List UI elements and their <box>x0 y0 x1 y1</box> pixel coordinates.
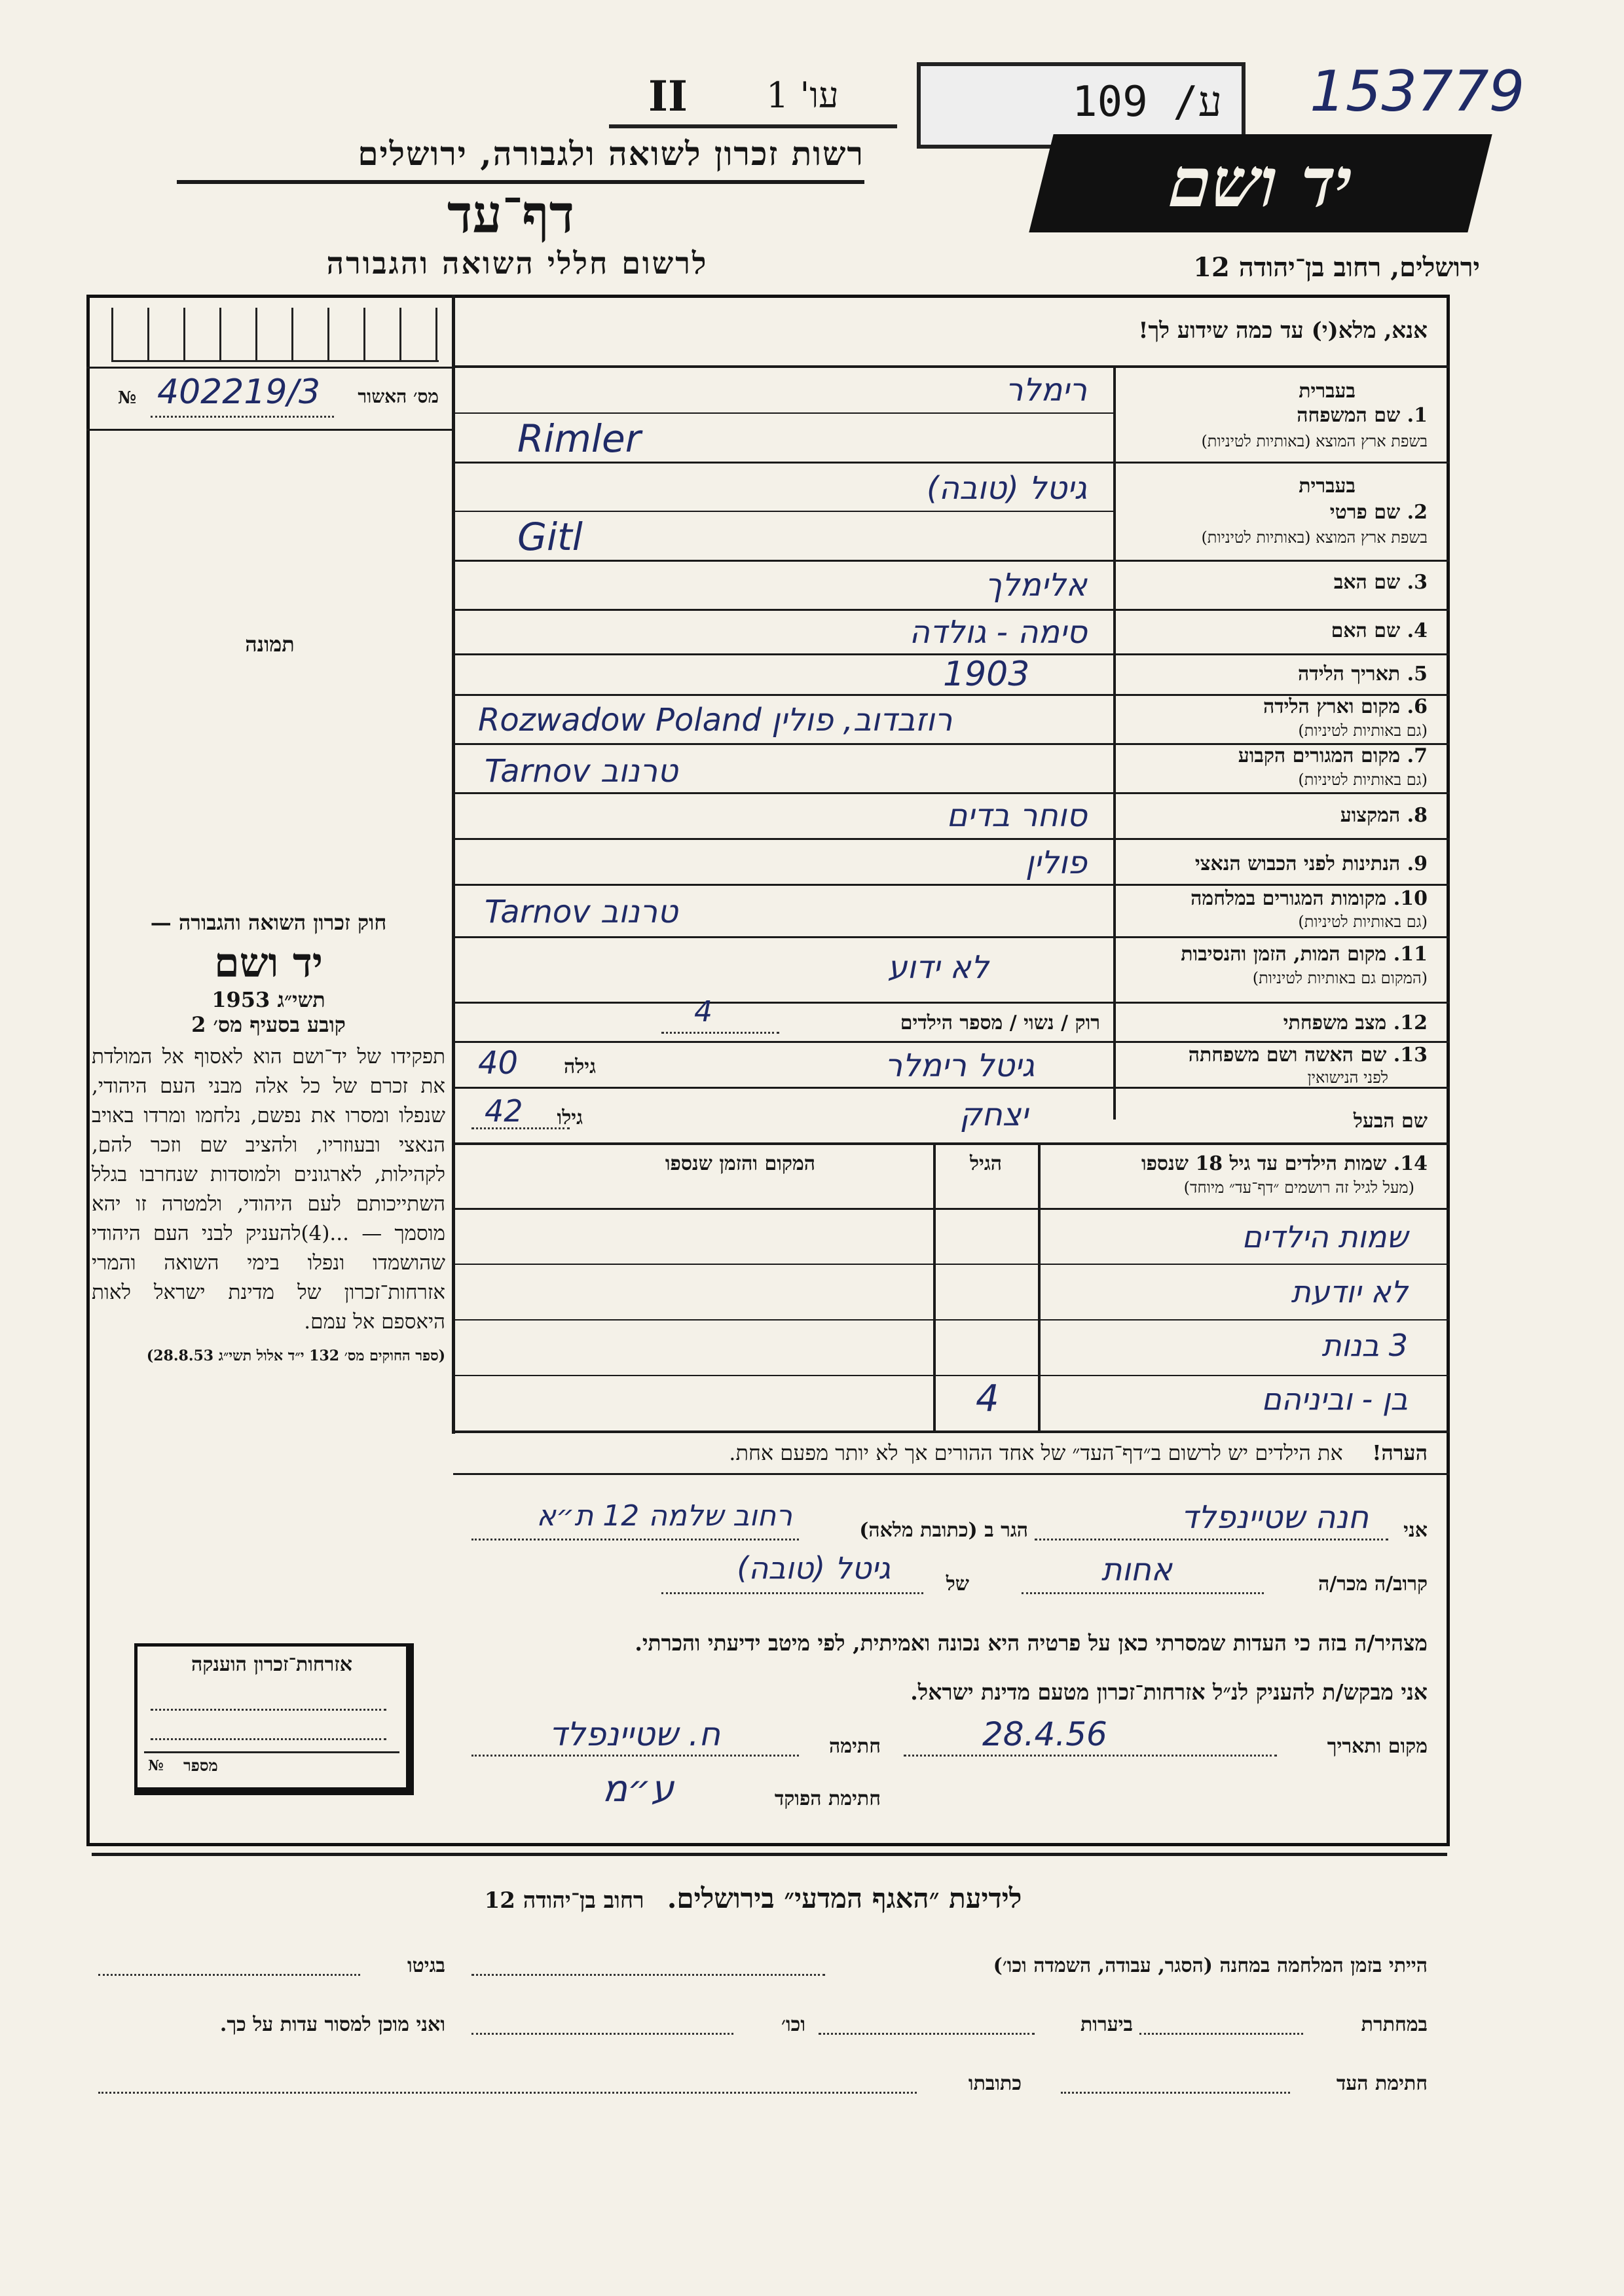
org-name: רשות זכרון לשואה ולגבורה, ירושלים <box>358 134 864 173</box>
field-3-label: 3. שם האב <box>1333 571 1428 594</box>
field-2-label: 2. שם פרטי <box>1329 501 1428 524</box>
stamp-box-text: 109 /ע <box>1072 78 1222 126</box>
field-11-value: לא ידוע <box>887 949 989 986</box>
field-8-label: 8. המקצוע <box>1340 804 1428 827</box>
bottom-line1-dots-b <box>98 1974 360 1976</box>
field-10-value: Tarnov טרנוב <box>485 894 678 930</box>
note-line: הערה! את הילדים יש לרשום ב״דף־העד״ של אחד ההורים אך לא יותר מפעם אחת. <box>729 1440 1428 1465</box>
tick-marks <box>111 308 439 362</box>
bottom-line3-dots-b <box>98 2092 917 2094</box>
approval-divider <box>86 367 453 369</box>
field-1-hebrew-value: רימלר <box>1005 372 1087 409</box>
husband-age-line <box>471 1127 570 1129</box>
children-sub: (מעל לגיל זה רושמים ״דף־עד״ מיוחד) <box>1183 1178 1414 1197</box>
field-9-label: 9. הנתינות לפני הכבוש הנאצי <box>1194 852 1428 875</box>
relative-label: קרוב/ה מכר/ה <box>1318 1573 1428 1595</box>
children-count-line <box>661 1032 779 1034</box>
field-1-latin-value: Rimler <box>517 416 641 461</box>
approval-row <box>111 373 439 416</box>
spouse-age-label: גילה <box>563 1055 596 1078</box>
approval-no-mark: № <box>118 388 137 408</box>
field-4-value: סימה - גולדה <box>909 614 1087 651</box>
citizenship-line <box>151 1738 386 1740</box>
bottom-title-row <box>327 1882 1179 1915</box>
law-text: תפקידו של יד־ושם הוא לאסוף אל המולדת את זכרם של כל אלה מבני העם היהודי, שנפלו ומסרו את נפשם, נלחמו ומרדו באויב הנאצי ובעוזריו, ולהציב שם וזכר להם, לקהילות, לארגונים ולמוסדות שנחרבו בגלל השתייכותם לעם היהודי, ולמטרה זו יהא מוסמך — ...(4)להעניק לבני העם היהודי שהושמדו ונפלו בימי השואה והמרי אזרחות־זכרון של מדינת ישראל לאות היאספם אל עמם. <box>92 1045 445 1334</box>
bottom-line2-a: במחתרת <box>1361 2013 1428 2036</box>
law-name: יד ושם <box>213 939 323 987</box>
stamp-mid-text: עו' 1 <box>766 75 839 116</box>
approval-bottom <box>86 429 453 431</box>
bottom-line3-b: כתובתו <box>968 2072 1022 2095</box>
relation-value: אחות <box>1101 1552 1172 1588</box>
row-line <box>453 1142 1450 1145</box>
field-11-label: 11. מקום המות, הזמן והנסיבות <box>1181 943 1428 966</box>
spouse-age: 40 <box>478 1045 519 1082</box>
husband-age: 42 <box>485 1093 523 1129</box>
field-7-sub: (גם באותיות לטיניות) <box>1298 771 1428 789</box>
row-line <box>453 462 1450 464</box>
row-line <box>453 1002 1450 1004</box>
logo-text: יד ושם <box>1159 142 1363 223</box>
law-year: תשי״ג 1953 <box>212 987 325 1012</box>
table-row: בן - וביניהם <box>1261 1381 1408 1417</box>
field-2-hebrew-value: גיטל (טובה) <box>927 470 1087 507</box>
request-text: אני מבקש/ת להעניק לנ״ל אזרחות־זכרון מטעם מדינת ישראל. <box>910 1679 1428 1705</box>
note-underline <box>453 1473 1450 1475</box>
intro-text: אנא, מלא(י) עד כמה שידוע לך! <box>1138 318 1428 344</box>
bottom-line1-end: בגיטו <box>407 1954 445 1977</box>
row-line <box>453 560 1450 562</box>
field-6-label: 6. מקום וארץ הלידה <box>1263 695 1428 718</box>
law-clause: קובע בסעיף מס׳ 2 <box>191 1012 346 1037</box>
citizenship-line <box>151 1709 386 1711</box>
sign-line <box>471 1755 799 1757</box>
bottom-line1-dots <box>471 1974 825 1976</box>
approval-number: 402219/3 <box>157 373 321 412</box>
field-11-sub: (המקום גם באותיות לטיניות) <box>1252 969 1428 987</box>
children-bottom <box>453 1430 1450 1433</box>
field-2-tag: בעברית <box>1299 475 1356 498</box>
intro-divider <box>452 365 1450 368</box>
bottom-line1-start: הייתי בזמן המלחמה במחנה (הסגר, עבודה, השמדה וכו׳) <box>993 1954 1428 1977</box>
row-line <box>453 838 1450 840</box>
row-line <box>453 609 1450 611</box>
field-7-label: 7. מקום המגורים הקבוע <box>1238 744 1428 767</box>
bottom-line3-a: חתימת העד <box>1336 2072 1428 2095</box>
approval-line <box>151 416 334 418</box>
children-row-line <box>453 1375 1450 1376</box>
children-col-2 <box>1038 1142 1041 1430</box>
field-6-sub: (גם באותיות לטיניות) <box>1298 721 1428 740</box>
officer-label: חתימת הפוקד <box>774 1787 881 1810</box>
bottom-line2-end: ואני מוכן למסור עדות על כך. <box>219 2013 445 2036</box>
citizenship-box <box>134 1643 414 1795</box>
row-line <box>453 884 1450 886</box>
declarant-address-line <box>471 1539 799 1540</box>
declarant-lives-label: הגר ב (כתובת מלאה) <box>859 1519 1028 1542</box>
of-label: של <box>946 1573 969 1595</box>
officer-signature: ע״מ <box>602 1768 674 1810</box>
row-line <box>453 936 1450 938</box>
approval-label: מס׳ האשור <box>358 386 439 407</box>
field-13-label: 13. שם האשה ושם משפחתה <box>1188 1044 1428 1066</box>
table-row: שמות הילדים <box>1242 1219 1408 1254</box>
husband-label: שם הבעל <box>1353 1110 1428 1133</box>
declaration-text: מצהיר/ה בזה כי העדות שמסרתי כאן על פרטיה היא נכונה ואמיתית, לפי מיטב ידיעתי והכרתי. <box>635 1630 1428 1656</box>
field-5-value: 1903 <box>943 655 1030 694</box>
bottom-line2-dots-a <box>1139 2033 1303 2035</box>
field-5-label: 5. תאריך הלידה <box>1298 663 1428 685</box>
field-12-label: 12. מצב משפחתי <box>1283 1011 1428 1034</box>
field-9-value: פולין <box>1025 845 1087 881</box>
field-13-sub: לפני הנישואין <box>1307 1068 1388 1087</box>
law-ref: (ספר החוקים מס׳ 132 י״ד אלול תשי״ג 28.8.53) <box>146 1347 445 1364</box>
field-1-tag: בעברית <box>1299 380 1356 403</box>
sign-label: חתימה <box>829 1735 881 1758</box>
bottom-line2-dots-c <box>471 2033 733 2035</box>
row-line <box>453 412 1113 414</box>
file-stamp-left <box>609 72 897 128</box>
field-1-label: 1. שם המשפחה <box>1297 404 1428 427</box>
declarant-address: רחוב שלמה 12 ת״א <box>536 1499 792 1533</box>
bottom-line2-c: וכו׳ <box>781 2013 805 2036</box>
children-row-line <box>453 1264 1450 1265</box>
stamp-left-text: II <box>648 72 688 121</box>
of-name: גיטל (טובה) <box>737 1550 891 1586</box>
children-age-header: הגיל <box>969 1152 1002 1175</box>
logo <box>1029 134 1492 232</box>
field-8-value: סוחר בדים <box>946 797 1087 834</box>
place-date-label: מקום ותאריך <box>1327 1735 1428 1758</box>
field-10-label: 10. מקומות המגורים במלחמה <box>1190 887 1428 910</box>
bottom-line2-b: ביערות <box>1080 2013 1133 2036</box>
children-col-1 <box>933 1142 936 1430</box>
children-place-header: המקום והזמן שנספו <box>665 1152 815 1175</box>
law-box <box>92 910 445 1364</box>
law-title: חוק זכרון השואה והגבורה — <box>150 910 387 935</box>
bottom-separator <box>92 1853 1447 1856</box>
husband-age-label: גילו <box>557 1106 583 1129</box>
bottom-line2-dots-b <box>819 2033 1035 2035</box>
declarant-ani-label: אני <box>1403 1519 1428 1542</box>
children-row-line <box>453 1208 1450 1210</box>
row-line <box>453 792 1450 794</box>
field-2-latin-value: Gitl <box>517 515 583 559</box>
signature-value: ח. שטיינפלד <box>549 1715 720 1753</box>
table-row: לא יודעת <box>1291 1274 1408 1309</box>
row-line <box>453 511 1113 512</box>
top-archive-number: 153779 <box>1310 59 1525 124</box>
bottom-address: רחוב בן־יהודה 12 <box>484 1887 644 1914</box>
children-label: 14. שמות הילדים עד גיל 18 שנספו <box>1141 1152 1428 1175</box>
of-name-line <box>661 1592 923 1594</box>
left-column-divider <box>452 295 455 1434</box>
declarant-name-line <box>1035 1539 1388 1540</box>
page-title: דף־עד <box>447 183 575 245</box>
relation-line <box>1022 1592 1264 1594</box>
row-line <box>453 1087 1450 1089</box>
signature-date: 28.4.56 <box>982 1715 1107 1753</box>
children-count-value: 4 <box>694 995 712 1029</box>
husband-name: יצחק <box>959 1097 1028 1133</box>
field-2-sub: בשפת ארץ המוצא (באותיות לטיניות) <box>1201 528 1428 547</box>
org-address: ירושלים, רחוב בן־יהודה 12 <box>1193 252 1480 283</box>
declarant-name: חנה שטיינפלד <box>1181 1499 1369 1536</box>
field-6-value: Rozwadow Poland רוזבדוב, פולין <box>478 702 953 738</box>
date-line <box>904 1755 1277 1757</box>
children-row-line <box>453 1319 1450 1321</box>
page-subtitle: לרשום חללי השואה והגבורה <box>326 246 709 281</box>
field-7-value: Tarnov טרנוב <box>485 753 678 790</box>
field-3-value: אלימלך <box>985 567 1087 604</box>
family-status-options: רוק / נשוי / מספר הילדים <box>900 1011 1100 1034</box>
photo-label: תמונה <box>245 632 295 657</box>
field-1-sub: בשפת ארץ המוצא (באותיות לטיניות) <box>1201 432 1428 450</box>
child-age: 4 <box>976 1377 999 1420</box>
citizenship-title: אזרחות־זכרון הוענקה <box>191 1653 353 1676</box>
field-10-sub: (גם באותיות לטיניות) <box>1298 913 1428 931</box>
row-line <box>453 1041 1450 1043</box>
spouse-name: גיטל רימלר <box>885 1048 1035 1084</box>
field-4-label: 4. שם האם <box>1331 619 1428 642</box>
table-row: 3 בנות <box>1321 1328 1408 1363</box>
citizenship-number-row: № מספר <box>144 1751 399 1777</box>
bottom-title: לידיעת ״האגף המדעי״ בירושלים. <box>667 1882 1022 1914</box>
bottom-line3-dots-a <box>1061 2092 1290 2094</box>
